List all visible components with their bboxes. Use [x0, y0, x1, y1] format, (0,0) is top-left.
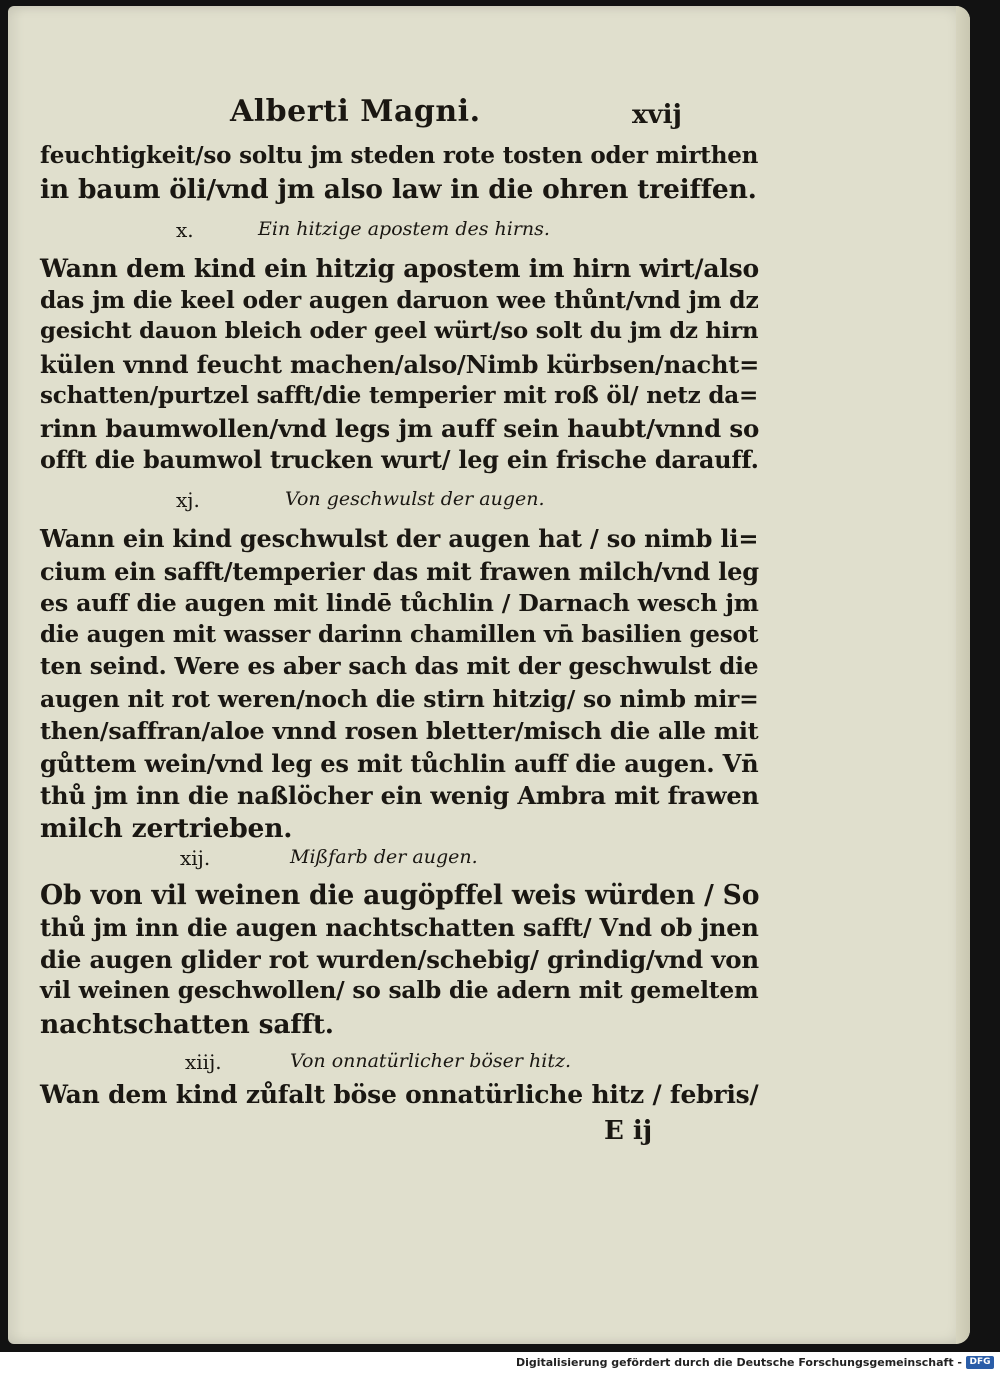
section-heading: Ein hitzige apostem des hirns. — [258, 218, 550, 240]
text-line: gůttem wein/vnd leg es mit tůchlin auff die augen. Vn̄ — [40, 749, 759, 778]
footer-bar — [0, 1352, 1000, 1374]
text-line: es auff die augen mit lindē tůchlin / Darnach wesch jm — [40, 589, 759, 617]
text-line: die augen mit wasser darinn chamillen vn̄ basilien gesot — [40, 621, 759, 648]
text-line: ten seind. Were es aber sach das mit der geschwulst die — [40, 653, 759, 680]
page-edge — [956, 6, 970, 1344]
text-line: nachtschatten safft. — [40, 1009, 334, 1040]
section-number: xiij. — [185, 1050, 222, 1074]
text-line: cium ein safft/temperier das mit frawen milch/vnd leg — [40, 557, 759, 586]
folio-number: xvij — [632, 100, 682, 130]
text-line: die augen glider rot wurden/schebig/ grindig/vnd von — [40, 945, 759, 974]
text-line: Wann dem kind ein hitzig apostem im hirn wirt/also — [40, 254, 759, 283]
section-heading: Von onnatürlicher böser hitz. — [290, 1050, 572, 1072]
section-number: xij. — [180, 846, 211, 870]
text-line: gesicht dauon bleich oder geel würt/so solt du jm dz hirn — [40, 318, 759, 344]
text-line: Wann ein kind geschwulst der augen hat / so nimb li= — [40, 524, 759, 553]
section-number: x. — [176, 218, 194, 242]
funding-notice: Digitalisierung gefördert durch die Deutsche Forschungsgemeinschaft - — [515, 1356, 962, 1369]
text-line: feuchtigkeit/so soltu jm steden rote tosten oder mirthen — [40, 142, 759, 169]
section-heading: Von geschwulst der augen. — [285, 488, 545, 510]
text-line: vil weinen geschwollen/ so salb die adern mit gemeltem — [40, 977, 759, 1004]
text-line: in baum öli/vnd jm also law in die ohren treiffen. — [40, 174, 757, 205]
section-number: xj. — [176, 488, 200, 512]
text-line: thů jm inn die naßlöcher ein wenig Ambra mit frawen — [40, 781, 759, 810]
text-line: then/saffran/aloe vnnd rosen bletter/misch die alle mit — [40, 717, 759, 745]
text-line: thů jm inn die augen nachtschatten safft/ Vnd ob jnen — [40, 913, 759, 942]
text-line: milch zertrieben. — [40, 813, 293, 844]
text-line: külen vnnd feucht machen/also/Nimb kürbsen/nacht= — [40, 350, 760, 379]
text-line: das jm die keel oder augen daruon wee thůnt/vnd jm dz — [40, 286, 759, 314]
text-line: offt die baumwol trucken wurt/ leg ein frische darauff. — [40, 446, 759, 474]
text-line: Ob von vil weinen die augöpffel weis würden / So — [40, 880, 760, 911]
text-line: augen nit rot weren/noch die stirn hitzig/ so nimb mir= — [40, 685, 759, 713]
text-line: Wan dem kind zůfalt böse onnatürliche hitz / febris/ — [40, 1080, 759, 1109]
text-line: schatten/purtzel safft/die temperier mit roß öl/ netz da= — [40, 382, 759, 409]
dfg-logo[interactable]: DFG — [966, 1356, 994, 1369]
section-heading: Mißfarb der augen. — [290, 846, 478, 868]
signature-mark: E ij — [604, 1116, 653, 1146]
text-line: rinn baumwollen/vnd legs jm auff sein haubt/vnnd so — [40, 414, 760, 443]
running-title: Alberti Magni. — [230, 94, 481, 129]
